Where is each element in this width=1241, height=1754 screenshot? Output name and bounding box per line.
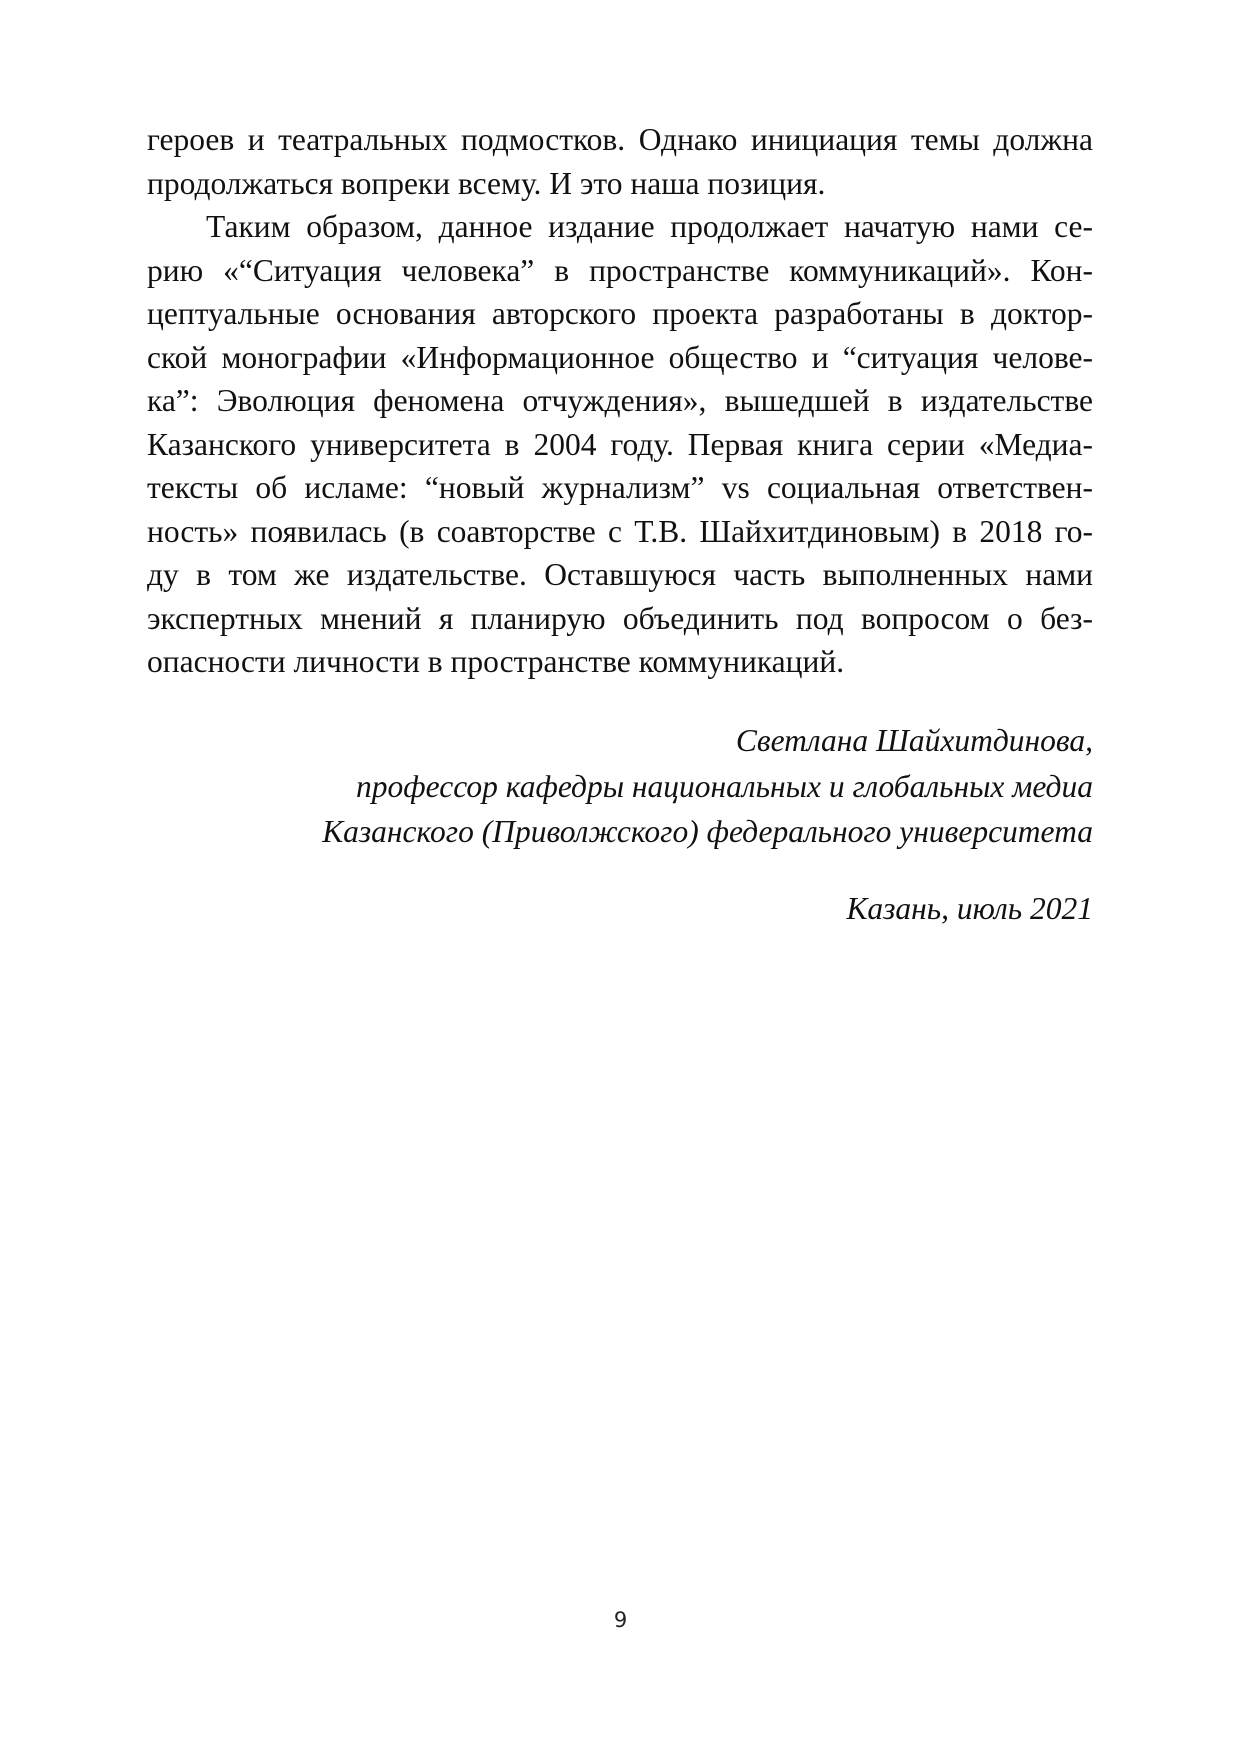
text-line: продолжаться вопреки всему. И это наша позиция. (147, 165, 826, 201)
author-signature (322, 718, 1093, 855)
text-line: тексты об исламе: “новый журнализм” vs социальная ответствен- (147, 470, 1093, 505)
text-line: ской монографии «Информационное общество и “ситуация челове- (147, 339, 1093, 375)
text-line: Таким образом, данное издание продолжает начатую нами се- (206, 209, 1093, 244)
body-text (147, 118, 1093, 684)
author-name: Светлана Шайхитдинова, (735, 723, 1093, 758)
text-line: Казанского университета в 2004 году. Первая книга серии «Медиа- (147, 426, 1093, 462)
text-line: экспертных мнений я планирую объединить под вопросом о без- (147, 600, 1093, 636)
author-position: профессор кафедры национальных и глобальных медиа (356, 768, 1093, 804)
author-institution: Казанского (Приволжского) федерального университета (322, 814, 1093, 849)
place-and-date: Казань, июль 2021 (846, 891, 1093, 926)
text-line: ность» появилась (в соавторстве с Т.В. Шайхитдиновым) в 2018 го- (147, 513, 1093, 549)
text-line: опасности личности в пространстве коммуникаций. (147, 644, 845, 679)
text-line: рию «“Ситуация человека” в пространстве коммуникаций». Кон- (147, 252, 1093, 288)
text-line: цептуальные основания авторского проекта разработаны в доктор- (147, 296, 1093, 331)
page-number: 9 (613, 1608, 628, 1632)
text-line: ду в том же издательстве. Оставшуюся часть выполненных нами (147, 557, 1093, 592)
text-line: героев и театральных подмостков. Однако инициация темы должна (147, 122, 1093, 157)
text-line: ка”: Эволюция феномена отчуждения», вышедшей в издательстве (147, 383, 1093, 418)
